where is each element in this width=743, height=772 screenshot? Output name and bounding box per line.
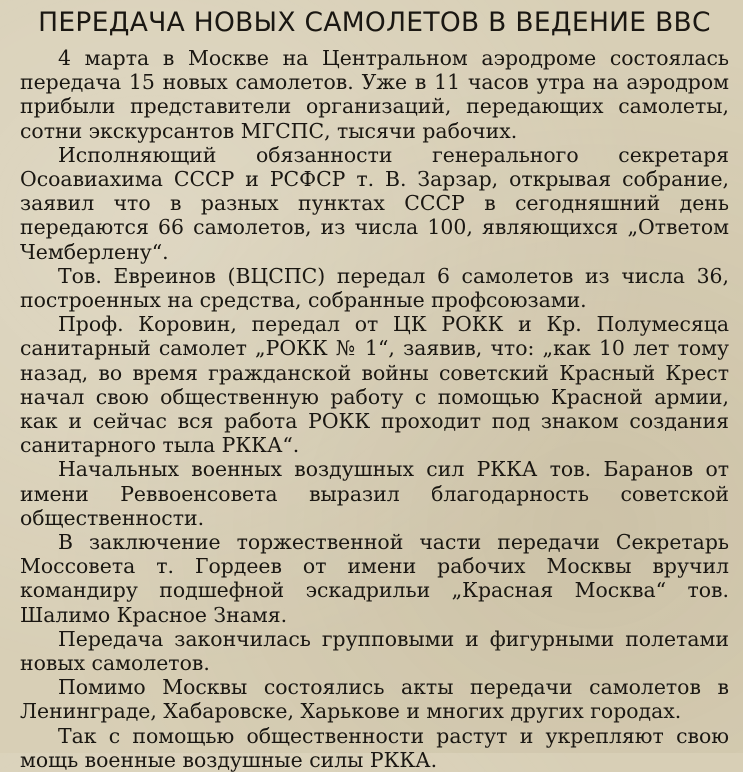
paragraph-gordeev: В заключение торжественной части передачи Секретарь Моссовета т. Гордеев от имени рабочих Москвы вручил командиру подшефной эскадрильи „Красная Москва“ тов. Шалимо Красное Знамя. bbox=[20, 530, 729, 627]
paragraph-conclusion: Так с помощью общественности растут и укрепляют свою мощь военные воздушные силы РККА. bbox=[20, 723, 729, 772]
paragraph-evreinov: Тов. Евреинов (ВЦСПС) передал 6 самолетов из числа 36, построенных на средства, собранные профсоюзами. bbox=[20, 263, 729, 313]
article-title: ПЕРЕДАЧА НОВЫХ САМОЛЕТОВ В ВЕДЕНИЕ ВВС bbox=[38, 7, 711, 38]
paragraph-korovin: Проф. Коровин, передал от ЦК РОКК и Кр. Полумесяца санитарный самолет „РОКК № 1“, заявив, что: „как 10 лет тому назад, во время гражданской войны советский Красный Крест начал свою общественную работу с помощью Красной армии, как и сейчас вся работа РОКК проходит под знаком создания санитарного тыла РККА“. bbox=[20, 312, 729, 458]
paragraph-baranov: Начальных военных воздушных сил РККА тов. Баранов от имени Реввоенсовета выразил благодарность советской общественности. bbox=[20, 457, 729, 530]
article-body bbox=[20, 46, 729, 772]
paragraph-ceremony-opening: 4 марта в Москве на Центральном аэродроме состоялась передача 15 новых самолетов. Уже в 11 часов утра на аэродром прибыли представители организаций, передающих самолеты, сотни экскурсантов МГСПС, тысячи рабочих. bbox=[20, 46, 729, 143]
paragraph-other-cities: Помимо Москвы состоялись акты передачи самолетов в Ленинграде, Хабаровске, Харькове и многих других городах. bbox=[20, 675, 729, 724]
paragraph-flights: Передача закончилась групповыми и фигурными полетами новых самолетов. bbox=[20, 626, 729, 676]
paragraph-zarzar-speech: Исполняющий обязанности генерального секретаря Осоавиахима СССР и РСФСР т. В. Зарзар, открывая собрание, заявил что в разных пунктах СССР в сегодняшний день передаются 66 самолетов, из числа 100, являющихся „Ответом Чемберлену“. bbox=[20, 142, 729, 264]
